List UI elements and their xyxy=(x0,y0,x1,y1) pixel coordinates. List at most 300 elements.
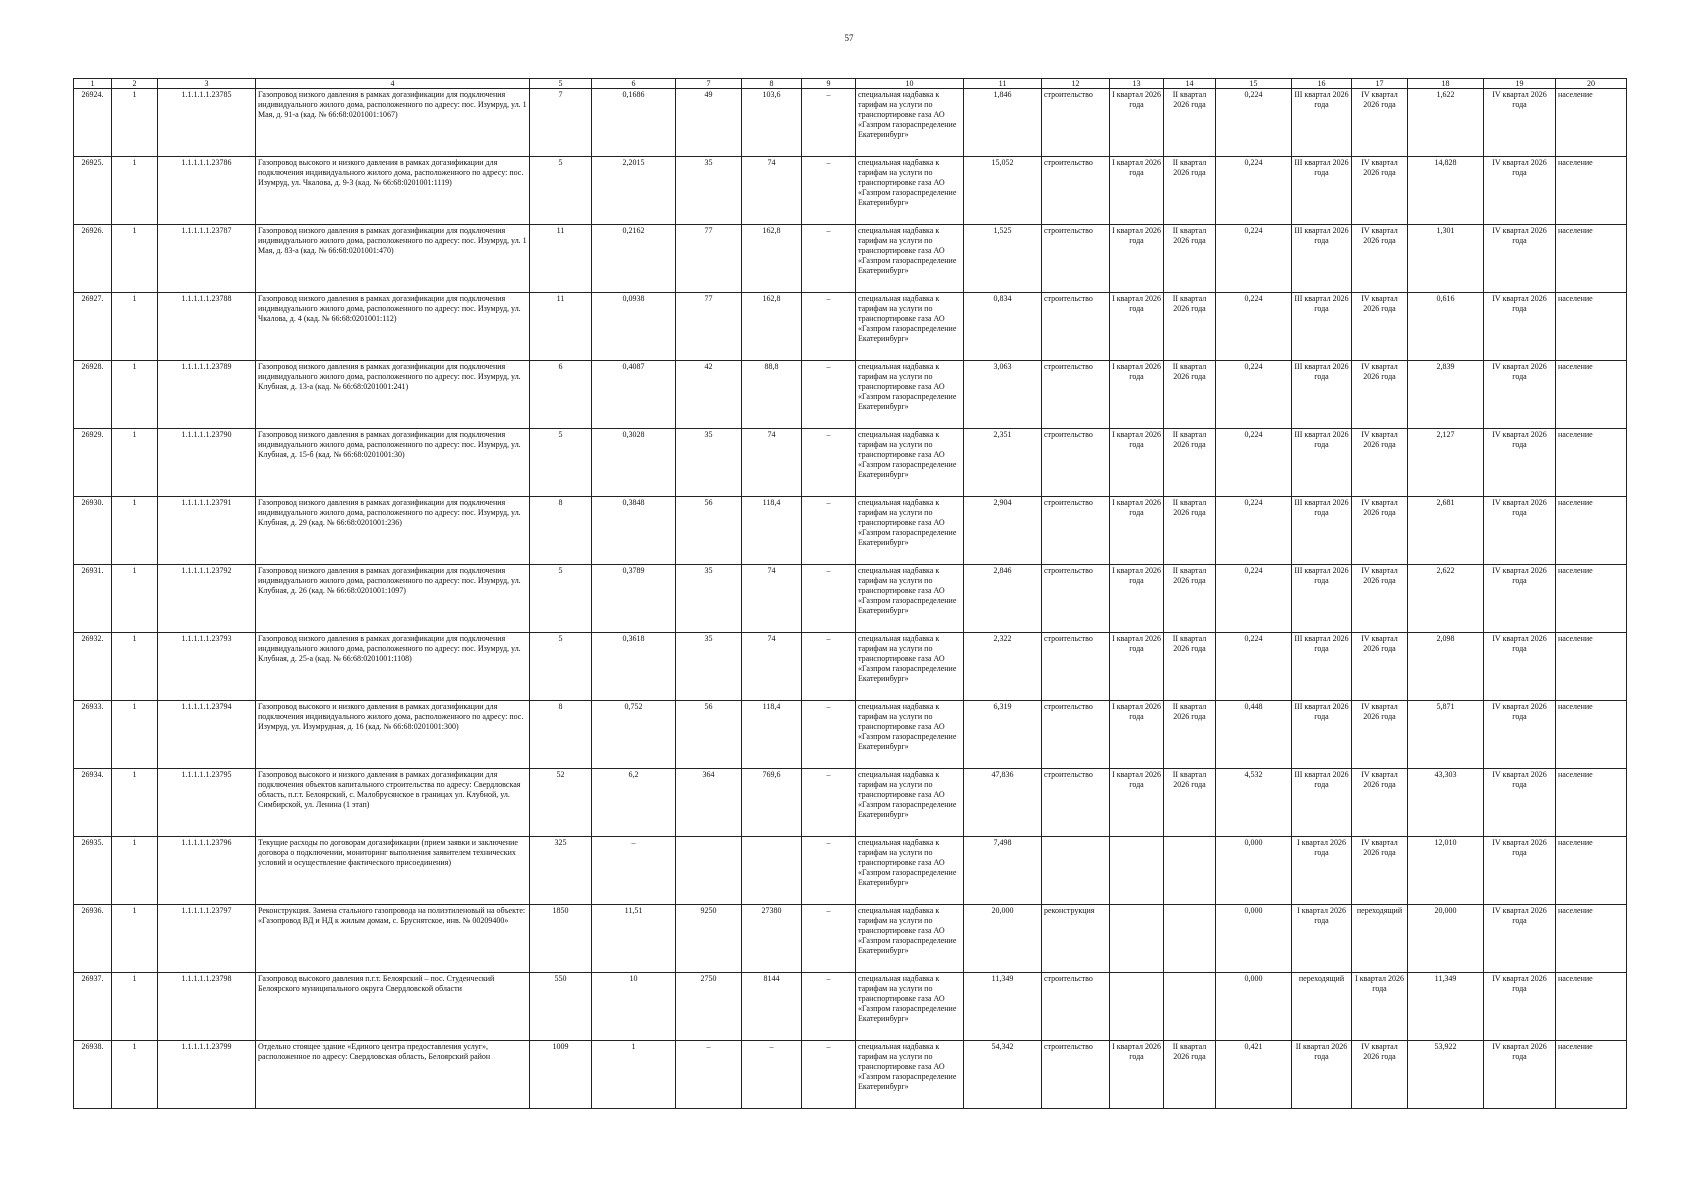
description-cell: Газопровод высокого давления п.г.т. Белоярский – пос. Студенческий Белоярского муниципального округа Свердловской области xyxy=(256,973,530,1041)
end-cell: II квартал 2026 года xyxy=(1164,565,1216,633)
row-number-cell: 26925. xyxy=(74,157,112,225)
value15-cell: 0,224 xyxy=(1216,225,1292,293)
value8-cell: 162,8 xyxy=(742,293,802,361)
table-row xyxy=(74,89,1627,157)
value7-cell: – xyxy=(676,1041,742,1109)
length-cell: 550 xyxy=(530,973,592,1041)
beneficiary-cell: население xyxy=(1556,633,1627,701)
funding-source-cell: специальная надбавка к тарифам на услуги по транспортировке газа АО «Газпром газораспределение Екатеринбург» xyxy=(856,837,964,905)
end-cell: II квартал 2026 года xyxy=(1164,89,1216,157)
description-cell: Реконструкция. Замена стального газопровода на полиэтиленовый на объекте: «Газопровод ВД и НД к жилым домам, с. Бруснятское, инв. № 00209400» xyxy=(256,905,530,973)
count-cell: 1 xyxy=(112,837,158,905)
commission-cell: IV квартал 2026 года xyxy=(1484,361,1556,429)
end-cell: II квартал 2026 года xyxy=(1164,293,1216,361)
start-cell: I квартал 2026 года xyxy=(1110,89,1164,157)
beneficiary-cell: население xyxy=(1556,565,1627,633)
end-cell: II квартал 2026 года xyxy=(1164,157,1216,225)
value18-cell: 2,098 xyxy=(1408,633,1484,701)
column-header: 9 xyxy=(802,79,856,89)
funding-source-cell: специальная надбавка к тарифам на услуги по транспортировке газа АО «Газпром газораспределение Екатеринбург» xyxy=(856,769,964,837)
value15-cell: 0,000 xyxy=(1216,837,1292,905)
value9-cell: – xyxy=(802,157,856,225)
start-cell: I квартал 2026 года xyxy=(1110,1041,1164,1109)
column-header: 17 xyxy=(1352,79,1408,89)
table-row xyxy=(74,701,1627,769)
count-cell: 1 xyxy=(112,293,158,361)
value15-cell: 4,532 xyxy=(1216,769,1292,837)
funding-source-cell: специальная надбавка к тарифам на услуги по транспортировке газа АО «Газпром газораспределение Екатеринбург» xyxy=(856,429,964,497)
row-number-cell: 26931. xyxy=(74,565,112,633)
column-header: 6 xyxy=(592,79,676,89)
start-cell xyxy=(1110,905,1164,973)
diameter-cell: – xyxy=(592,837,676,905)
column-header: 19 xyxy=(1484,79,1556,89)
beneficiary-cell: население xyxy=(1556,157,1627,225)
code-cell: 1.1.1.1.1.23796 xyxy=(158,837,256,905)
value16-cell: III квартал 2026 года xyxy=(1292,769,1352,837)
value8-cell: 74 xyxy=(742,565,802,633)
code-cell: 1.1.1.1.1.23797 xyxy=(158,905,256,973)
commission-cell: IV квартал 2026 года xyxy=(1484,701,1556,769)
cost-cell: 7,498 xyxy=(964,837,1042,905)
commission-cell: IV квартал 2026 года xyxy=(1484,769,1556,837)
value16-cell: II квартал 2026 года xyxy=(1292,1041,1352,1109)
value18-cell: 12,010 xyxy=(1408,837,1484,905)
work-type-cell: строительство xyxy=(1042,293,1110,361)
start-cell: I квартал 2026 года xyxy=(1110,633,1164,701)
beneficiary-cell: население xyxy=(1556,701,1627,769)
commission-cell: IV квартал 2026 года xyxy=(1484,837,1556,905)
work-type-cell: строительство xyxy=(1042,565,1110,633)
row-number-cell: 26930. xyxy=(74,497,112,565)
count-cell: 1 xyxy=(112,701,158,769)
value17-cell: IV квартал 2026 года xyxy=(1352,837,1408,905)
length-cell: 11 xyxy=(530,293,592,361)
count-cell: 1 xyxy=(112,89,158,157)
column-header: 7 xyxy=(676,79,742,89)
value18-cell: 1,622 xyxy=(1408,89,1484,157)
value15-cell: 0,224 xyxy=(1216,157,1292,225)
value15-cell: 0,224 xyxy=(1216,565,1292,633)
value18-cell: 43,303 xyxy=(1408,769,1484,837)
start-cell: I квартал 2026 года xyxy=(1110,293,1164,361)
funding-source-cell: специальная надбавка к тарифам на услуги по транспортировке газа АО «Газпром газораспределение Екатеринбург» xyxy=(856,1041,964,1109)
column-header: 11 xyxy=(964,79,1042,89)
value16-cell: III квартал 2026 года xyxy=(1292,701,1352,769)
value16-cell: I квартал 2026 года xyxy=(1292,905,1352,973)
table-row xyxy=(74,1041,1627,1109)
value17-cell: IV квартал 2026 года xyxy=(1352,293,1408,361)
value7-cell: 42 xyxy=(676,361,742,429)
count-cell: 1 xyxy=(112,973,158,1041)
value7-cell: 9250 xyxy=(676,905,742,973)
end-cell xyxy=(1164,837,1216,905)
value18-cell: 5,871 xyxy=(1408,701,1484,769)
description-cell: Газопровод низкого давления в рамках догазификации для подключения индивидуального жилого дома, расположенного по адресу: пос. Изумруд, ул. Клубная, д. 29 (кад. № 66:68:0201001:236) xyxy=(256,497,530,565)
row-number-cell: 26937. xyxy=(74,973,112,1041)
table-row xyxy=(74,361,1627,429)
commission-cell: IV квартал 2026 года xyxy=(1484,157,1556,225)
end-cell: II квартал 2026 года xyxy=(1164,701,1216,769)
description-cell: Газопровод низкого давления в рамках догазификации для подключения индивидуального жилого дома, расположенного по адресу: пос. Изумруд, ул. Клубная, д. 25-а (кад. № 66:68:0201001:1108) xyxy=(256,633,530,701)
start-cell: I квартал 2026 года xyxy=(1110,225,1164,293)
column-header: 3 xyxy=(158,79,256,89)
row-number-cell: 26935. xyxy=(74,837,112,905)
value18-cell: 14,828 xyxy=(1408,157,1484,225)
work-type-cell: строительство xyxy=(1042,497,1110,565)
value9-cell: – xyxy=(802,361,856,429)
value17-cell: IV квартал 2026 года xyxy=(1352,157,1408,225)
value9-cell: – xyxy=(802,769,856,837)
cost-cell: 2,322 xyxy=(964,633,1042,701)
description-cell: Газопровод низкого давления в рамках догазификации для подключения индивидуального жилого дома, расположенного по адресу: пос. Изумруд, ул. Клубная, д. 26 (кад. № 66:68:0201001:1097) xyxy=(256,565,530,633)
value18-cell: 2,681 xyxy=(1408,497,1484,565)
length-cell: 1850 xyxy=(530,905,592,973)
work-type-cell: строительство xyxy=(1042,701,1110,769)
commission-cell: IV квартал 2026 года xyxy=(1484,973,1556,1041)
value7-cell: 35 xyxy=(676,565,742,633)
value16-cell: III квартал 2026 года xyxy=(1292,429,1352,497)
code-cell: 1.1.1.1.1.23798 xyxy=(158,973,256,1041)
start-cell: I квартал 2026 года xyxy=(1110,769,1164,837)
column-number-header xyxy=(74,79,1627,89)
length-cell: 11 xyxy=(530,225,592,293)
length-cell: 8 xyxy=(530,497,592,565)
start-cell: I квартал 2026 года xyxy=(1110,361,1164,429)
count-cell: 1 xyxy=(112,633,158,701)
row-number-cell: 26936. xyxy=(74,905,112,973)
value8-cell: 118,4 xyxy=(742,497,802,565)
work-type-cell: строительство xyxy=(1042,1041,1110,1109)
description-cell: Газопровод высокого и низкого давления в рамках догазификации для подключения индивидуального жилого дома, расположенного по адресу: пос. Изумруд, ул. Чкалова, д. 9-3 (кад. № 66:68:0201001:1119) xyxy=(256,157,530,225)
work-type-cell: строительство xyxy=(1042,973,1110,1041)
value17-cell: I квартал 2026 года xyxy=(1352,973,1408,1041)
end-cell: II квартал 2026 года xyxy=(1164,769,1216,837)
count-cell: 1 xyxy=(112,497,158,565)
end-cell: II квартал 2026 года xyxy=(1164,429,1216,497)
value18-cell: 2,622 xyxy=(1408,565,1484,633)
value8-cell: 74 xyxy=(742,429,802,497)
description-cell: Газопровод высокого и низкого давления в рамках догазификации для подключения индивидуального жилого дома, расположенного по адресу: пос. Изумруд, ул. Изумрудная, д. 16 (кад. № 66:68:0201001:300) xyxy=(256,701,530,769)
value17-cell: IV квартал 2026 года xyxy=(1352,429,1408,497)
cost-cell: 6,319 xyxy=(964,701,1042,769)
value8-cell: 88,8 xyxy=(742,361,802,429)
description-cell: Газопровод низкого давления в рамках догазификации для подключения индивидуального жилого дома, расположенного по адресу: пос. Изумруд, ул. Чкалова, д. 4 (кад. № 66:68:0201001:112) xyxy=(256,293,530,361)
column-header: 5 xyxy=(530,79,592,89)
value16-cell: переходящий xyxy=(1292,973,1352,1041)
cost-cell: 2,846 xyxy=(964,565,1042,633)
table-row xyxy=(74,497,1627,565)
length-cell: 52 xyxy=(530,769,592,837)
count-cell: 1 xyxy=(112,225,158,293)
length-cell: 1009 xyxy=(530,1041,592,1109)
cost-cell: 15,052 xyxy=(964,157,1042,225)
value8-cell: 74 xyxy=(742,157,802,225)
value16-cell: III квартал 2026 года xyxy=(1292,89,1352,157)
diameter-cell: 1 xyxy=(592,1041,676,1109)
beneficiary-cell: население xyxy=(1556,429,1627,497)
diameter-cell: 0,2162 xyxy=(592,225,676,293)
column-header: 4 xyxy=(256,79,530,89)
end-cell: II квартал 2026 года xyxy=(1164,633,1216,701)
value18-cell: 1,301 xyxy=(1408,225,1484,293)
value9-cell: – xyxy=(802,701,856,769)
cost-cell: 2,904 xyxy=(964,497,1042,565)
code-cell: 1.1.1.1.1.23786 xyxy=(158,157,256,225)
length-cell: 5 xyxy=(530,429,592,497)
code-cell: 1.1.1.1.1.23789 xyxy=(158,361,256,429)
count-cell: 1 xyxy=(112,905,158,973)
beneficiary-cell: население xyxy=(1556,361,1627,429)
value7-cell: 35 xyxy=(676,633,742,701)
code-cell: 1.1.1.1.1.23791 xyxy=(158,497,256,565)
value9-cell: – xyxy=(802,1041,856,1109)
funding-source-cell: специальная надбавка к тарифам на услуги по транспортировке газа АО «Газпром газораспределение Екатеринбург» xyxy=(856,293,964,361)
value15-cell: 0,224 xyxy=(1216,361,1292,429)
description-cell: Газопровод низкого давления в рамках догазификации для подключения индивидуального жилого дома, расположенного по адресу: пос. Изумруд, ул. Клубная, д. 15-б (кад. № 66:68:0201001:30) xyxy=(256,429,530,497)
value17-cell: IV квартал 2026 года xyxy=(1352,361,1408,429)
value9-cell: – xyxy=(802,497,856,565)
column-header: 15 xyxy=(1216,79,1292,89)
row-number-cell: 26927. xyxy=(74,293,112,361)
value7-cell xyxy=(676,837,742,905)
value7-cell: 35 xyxy=(676,157,742,225)
cost-cell: 3,063 xyxy=(964,361,1042,429)
value7-cell: 77 xyxy=(676,225,742,293)
commission-cell: IV квартал 2026 года xyxy=(1484,497,1556,565)
beneficiary-cell: население xyxy=(1556,973,1627,1041)
code-cell: 1.1.1.1.1.23790 xyxy=(158,429,256,497)
funding-source-cell: специальная надбавка к тарифам на услуги по транспортировке газа АО «Газпром газораспределение Екатеринбург» xyxy=(856,361,964,429)
page-number: 57 xyxy=(844,33,854,43)
count-cell: 1 xyxy=(112,769,158,837)
value7-cell: 56 xyxy=(676,497,742,565)
cost-cell: 0,834 xyxy=(964,293,1042,361)
value8-cell: 103,6 xyxy=(742,89,802,157)
value8-cell: 74 xyxy=(742,633,802,701)
commission-cell: IV квартал 2026 года xyxy=(1484,429,1556,497)
funding-source-cell: специальная надбавка к тарифам на услуги по транспортировке газа АО «Газпром газораспределение Екатеринбург» xyxy=(856,973,964,1041)
value7-cell: 364 xyxy=(676,769,742,837)
beneficiary-cell: население xyxy=(1556,769,1627,837)
description-cell: Газопровод низкого давления в рамках догазификации для подключения индивидуального жилого дома, расположенного по адресу: пос. Изумруд, ул. 1 Мая, д. 83-а (кад. № 66:68:0201001:470) xyxy=(256,225,530,293)
end-cell xyxy=(1164,973,1216,1041)
cost-cell: 1,846 xyxy=(964,89,1042,157)
start-cell: I квартал 2026 года xyxy=(1110,565,1164,633)
work-type-cell: строительство xyxy=(1042,361,1110,429)
funding-source-cell: специальная надбавка к тарифам на услуги по транспортировке газа АО «Газпром газораспределение Екатеринбург» xyxy=(856,225,964,293)
diameter-cell: 10 xyxy=(592,973,676,1041)
work-type-cell: строительство xyxy=(1042,157,1110,225)
value18-cell: 2,127 xyxy=(1408,429,1484,497)
end-cell: II квартал 2026 года xyxy=(1164,225,1216,293)
work-type-cell: строительство xyxy=(1042,633,1110,701)
commission-cell: IV квартал 2026 года xyxy=(1484,565,1556,633)
value8-cell: – xyxy=(742,1041,802,1109)
table-row xyxy=(74,565,1627,633)
commission-cell: IV квартал 2026 года xyxy=(1484,1041,1556,1109)
value15-cell: 0,000 xyxy=(1216,905,1292,973)
funding-source-cell: специальная надбавка к тарифам на услуги по транспортировке газа АО «Газпром газораспределение Екатеринбург» xyxy=(856,157,964,225)
value17-cell: IV квартал 2026 года xyxy=(1352,701,1408,769)
code-cell: 1.1.1.1.1.23793 xyxy=(158,633,256,701)
start-cell: I квартал 2026 года xyxy=(1110,157,1164,225)
count-cell: 1 xyxy=(112,157,158,225)
column-header: 12 xyxy=(1042,79,1110,89)
beneficiary-cell: население xyxy=(1556,905,1627,973)
diameter-cell: 0,752 xyxy=(592,701,676,769)
value8-cell: 162,8 xyxy=(742,225,802,293)
work-type-cell: строительство xyxy=(1042,429,1110,497)
value16-cell: III квартал 2026 года xyxy=(1292,633,1352,701)
value16-cell: III квартал 2026 года xyxy=(1292,293,1352,361)
start-cell: I квартал 2026 года xyxy=(1110,497,1164,565)
value17-cell: IV квартал 2026 года xyxy=(1352,769,1408,837)
beneficiary-cell: население xyxy=(1556,293,1627,361)
value18-cell: 11,349 xyxy=(1408,973,1484,1041)
diameter-cell: 0,3028 xyxy=(592,429,676,497)
value17-cell: IV квартал 2026 года xyxy=(1352,565,1408,633)
table-row xyxy=(74,429,1627,497)
funding-source-cell: специальная надбавка к тарифам на услуги по транспортировке газа АО «Газпром газораспределение Екатеринбург» xyxy=(856,497,964,565)
length-cell: 325 xyxy=(530,837,592,905)
length-cell: 8 xyxy=(530,701,592,769)
value15-cell: 0,224 xyxy=(1216,429,1292,497)
value8-cell: 8144 xyxy=(742,973,802,1041)
value17-cell: переходящий xyxy=(1352,905,1408,973)
row-number-cell: 26933. xyxy=(74,701,112,769)
value18-cell: 2,839 xyxy=(1408,361,1484,429)
count-cell: 1 xyxy=(112,429,158,497)
beneficiary-cell: население xyxy=(1556,1041,1627,1109)
work-type-cell: строительство xyxy=(1042,225,1110,293)
funding-source-cell: специальная надбавка к тарифам на услуги по транспортировке газа АО «Газпром газораспределение Екатеринбург» xyxy=(856,905,964,973)
code-cell: 1.1.1.1.1.23787 xyxy=(158,225,256,293)
funding-source-cell: специальная надбавка к тарифам на услуги по транспортировке газа АО «Газпром газораспределение Екатеринбург» xyxy=(856,89,964,157)
value7-cell: 49 xyxy=(676,89,742,157)
value9-cell: – xyxy=(802,905,856,973)
end-cell: II квартал 2026 года xyxy=(1164,497,1216,565)
diameter-cell: 0,1686 xyxy=(592,89,676,157)
description-cell: Газопровод низкого давления в рамках догазификации для подключения индивидуального жилого дома, расположенного по адресу: пос. Изумруд, ул. 1 Мая, д. 91-а (кад. № 66:68:0201001:1067) xyxy=(256,89,530,157)
column-header: 14 xyxy=(1164,79,1216,89)
value9-cell: – xyxy=(802,973,856,1041)
beneficiary-cell: население xyxy=(1556,89,1627,157)
value7-cell: 2750 xyxy=(676,973,742,1041)
row-number-cell: 26926. xyxy=(74,225,112,293)
value7-cell: 56 xyxy=(676,701,742,769)
column-header: 10 xyxy=(856,79,964,89)
funding-source-cell: специальная надбавка к тарифам на услуги по транспортировке газа АО «Газпром газораспределение Екатеринбург» xyxy=(856,565,964,633)
value18-cell: 53,922 xyxy=(1408,1041,1484,1109)
value16-cell: III квартал 2026 года xyxy=(1292,565,1352,633)
commission-cell: IV квартал 2026 года xyxy=(1484,293,1556,361)
diameter-cell: 2,2015 xyxy=(592,157,676,225)
commission-cell: IV квартал 2026 года xyxy=(1484,225,1556,293)
value17-cell: IV квартал 2026 года xyxy=(1352,633,1408,701)
table-row xyxy=(74,837,1627,905)
investment-table xyxy=(73,78,1627,1109)
value9-cell: – xyxy=(802,89,856,157)
start-cell: I квартал 2026 года xyxy=(1110,701,1164,769)
description-cell: Отдельно стоящее здание «Единого центра предоставления услуг», расположенное по адресу: Свердловская область, Белоярский район xyxy=(256,1041,530,1109)
value9-cell: – xyxy=(802,565,856,633)
value17-cell: IV квартал 2026 года xyxy=(1352,1041,1408,1109)
column-header: 13 xyxy=(1110,79,1164,89)
value15-cell: 0,224 xyxy=(1216,497,1292,565)
length-cell: 5 xyxy=(530,565,592,633)
value7-cell: 35 xyxy=(676,429,742,497)
length-cell: 7 xyxy=(530,89,592,157)
value16-cell: III квартал 2026 года xyxy=(1292,361,1352,429)
description-cell: Газопровод низкого давления в рамках догазификации для подключения индивидуального жилого дома, расположенного по адресу: пос. Изумруд, ул. Клубная, д. 13-а (кад. № 66:68:0201001:241) xyxy=(256,361,530,429)
funding-source-cell: специальная надбавка к тарифам на услуги по транспортировке газа АО «Газпром газораспределение Екатеринбург» xyxy=(856,701,964,769)
value8-cell: 27380 xyxy=(742,905,802,973)
value15-cell: 0,421 xyxy=(1216,1041,1292,1109)
table-row xyxy=(74,225,1627,293)
value18-cell: 0,616 xyxy=(1408,293,1484,361)
beneficiary-cell: население xyxy=(1556,497,1627,565)
column-header: 2 xyxy=(112,79,158,89)
diameter-cell: 0,4087 xyxy=(592,361,676,429)
funding-source-cell: специальная надбавка к тарифам на услуги по транспортировке газа АО «Газпром газораспределение Екатеринбург» xyxy=(856,633,964,701)
length-cell: 5 xyxy=(530,157,592,225)
beneficiary-cell: население xyxy=(1556,837,1627,905)
beneficiary-cell: население xyxy=(1556,225,1627,293)
column-header: 1 xyxy=(74,79,112,89)
cost-cell: 1,525 xyxy=(964,225,1042,293)
commission-cell: IV квартал 2026 года xyxy=(1484,905,1556,973)
work-type-cell: строительство xyxy=(1042,769,1110,837)
start-cell xyxy=(1110,973,1164,1041)
row-number-cell: 26938. xyxy=(74,1041,112,1109)
value17-cell: IV квартал 2026 года xyxy=(1352,89,1408,157)
code-cell: 1.1.1.1.1.23792 xyxy=(158,565,256,633)
value9-cell: – xyxy=(802,429,856,497)
end-cell: II квартал 2026 года xyxy=(1164,1041,1216,1109)
count-cell: 1 xyxy=(112,1041,158,1109)
code-cell: 1.1.1.1.1.23799 xyxy=(158,1041,256,1109)
description-cell: Текущие расходы по договорам догазификации (прием заявки и заключение договора о подключении, мониторинг выполнения заявителем технических условий и осуществление фактического присоединения) xyxy=(256,837,530,905)
start-cell xyxy=(1110,837,1164,905)
code-cell: 1.1.1.1.1.23795 xyxy=(158,769,256,837)
value16-cell: III квартал 2026 года xyxy=(1292,497,1352,565)
work-type-cell: строительство xyxy=(1042,89,1110,157)
commission-cell: IV квартал 2026 года xyxy=(1484,633,1556,701)
table-row xyxy=(74,633,1627,701)
diameter-cell: 11,51 xyxy=(592,905,676,973)
value9-cell: – xyxy=(802,225,856,293)
table-row xyxy=(74,769,1627,837)
value9-cell: – xyxy=(802,633,856,701)
commission-cell: IV квартал 2026 года xyxy=(1484,89,1556,157)
row-number-cell: 26928. xyxy=(74,361,112,429)
value16-cell: I квартал 2026 года xyxy=(1292,837,1352,905)
diameter-cell: 0,3789 xyxy=(592,565,676,633)
value15-cell: 0,224 xyxy=(1216,89,1292,157)
cost-cell: 47,836 xyxy=(964,769,1042,837)
value17-cell: IV квартал 2026 года xyxy=(1352,497,1408,565)
work-type-cell xyxy=(1042,837,1110,905)
code-cell: 1.1.1.1.1.23794 xyxy=(158,701,256,769)
count-cell: 1 xyxy=(112,565,158,633)
value15-cell: 0,000 xyxy=(1216,973,1292,1041)
value9-cell: – xyxy=(802,293,856,361)
value17-cell: IV квартал 2026 года xyxy=(1352,225,1408,293)
diameter-cell: 0,0938 xyxy=(592,293,676,361)
row-number-cell: 26929. xyxy=(74,429,112,497)
table-row xyxy=(74,293,1627,361)
